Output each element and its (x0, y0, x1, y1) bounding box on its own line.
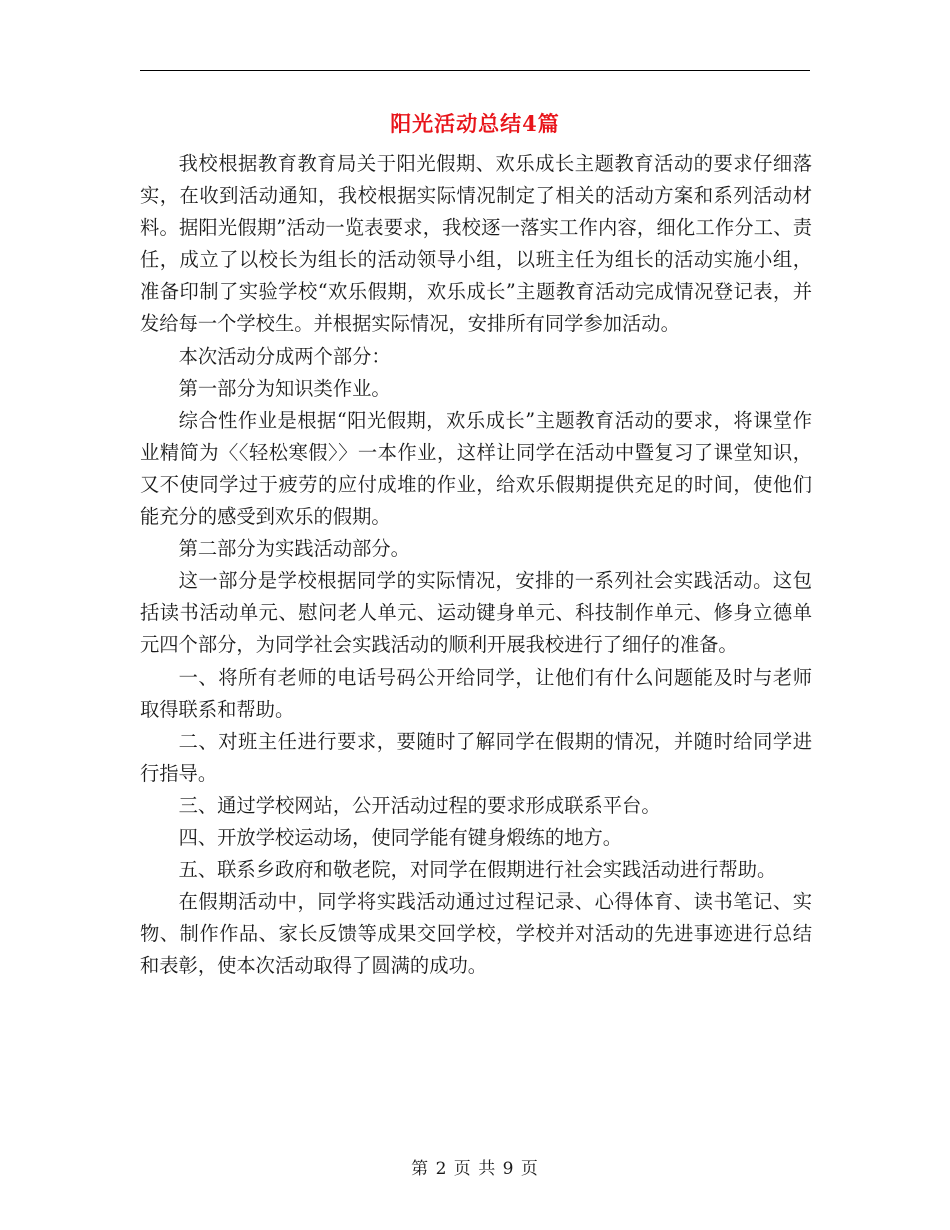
paragraph-part-two-body: 这一部分是学校根据同学的实际情况，安排的一系列社会实践活动。这包括读书活动单元、慰问老人单元、运动键身单元、科技制作单元、修身立德单元四个部分，为同学社会实践活动的顺利开展我校进行了细仔的准备。 (140, 569, 812, 657)
paragraph-part-one-body: 综合性作业是根据“阳光假期，欢乐成长”主题教育活动的要求，将课堂作业精简为〈〈轻松寒假〉〉一本作业，这样让同学在活动中暨复习了课堂知识，又不使同学过于疲劳的应付成堆的作业，给欢乐假期提供充足的时间，使他们能充分的感受到欢乐的假期。 (140, 408, 812, 529)
document-body (140, 148, 812, 982)
paragraph-item-1: 一、将所有老师的电话号码公开给同学，让他们有什么问题能及时与老师取得联系和帮助。 (140, 665, 812, 721)
paragraph-intro: 我校根据教育教育局关于阳光假期、欢乐成长主题教育活动的要求仔细落实，在收到活动通知，我校根据实际情况制定了相关的活动方案和系列活动材料。据阳光假期”活动一览表要求，我校逐一落实工作内容，细化工作分工、责任，成立了以校长为组长的活动领导小组，以班主任为组长的活动实施小组，准备印制了实验学校“欢乐假期，欢乐成长”主题教育活动完成情况登记表，并发给每一个学校生。并根据实际情况，安排所有同学参加活动。 (140, 152, 812, 336)
paragraph-item-2: 二、对班主任进行要求，要随时了解同学在假期的情况，并随时给同学进行指导。 (140, 729, 812, 785)
page-number: 第 2 页 共 9 页 (411, 1159, 539, 1179)
document-title: 阳光活动总结4篇 (390, 111, 560, 136)
paragraph-conclusion: 在假期活动中，同学将实践活动通过过程记录、心得体育、读书笔记、实物、制作作品、家长反馈等成果交回学校，学校并对活动的先进事迹进行总结和表彰，使本次活动取得了圆满的成功。 (140, 890, 812, 978)
header-rule (140, 70, 810, 71)
paragraph-item-3: 三、通过学校网站，公开活动过程的要求形成联系平台。 (178, 793, 661, 817)
paragraph-item-5: 五、联系乡政府和敬老院，对同学在假期进行社会实践活动进行帮助。 (178, 858, 777, 882)
paragraph-item-4: 四、开放学校运动场，使同学能有键身煅练的地方。 (178, 825, 623, 849)
paragraph-two-parts: 本次活动分成两个部分： (178, 344, 391, 368)
paragraph-part-two-heading: 第二部分为实践活动部分。 (178, 537, 410, 561)
paragraph-part-one-heading: 第一部分为知识类作业。 (178, 376, 391, 400)
